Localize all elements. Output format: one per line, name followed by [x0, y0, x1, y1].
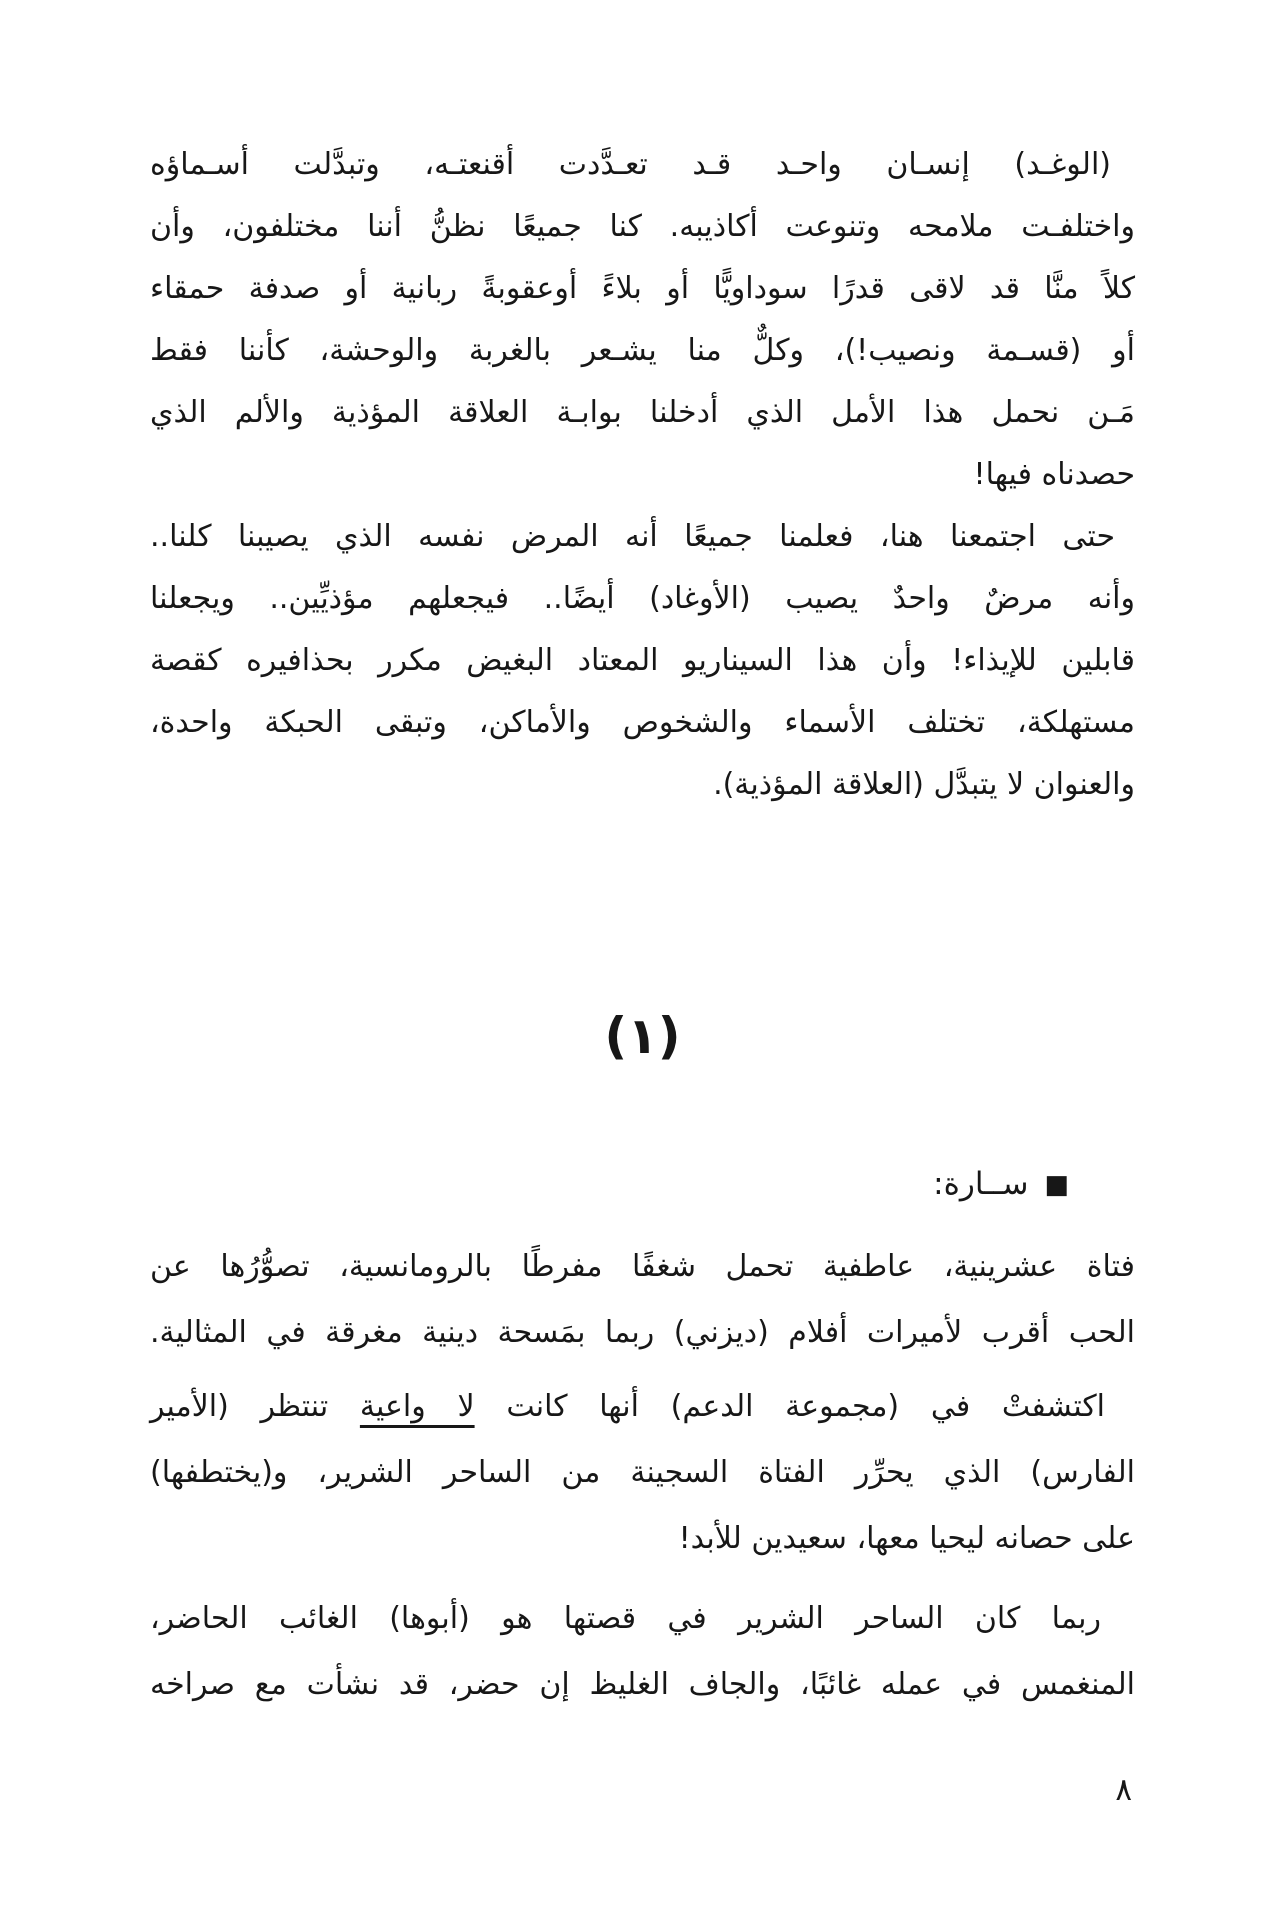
text-line: (الوغـد) إنسـان واحـد قـد تعـدَّدت أقنعتـه، وتبدَّلت أسـماؤه: [150, 147, 1111, 182]
text-line: وأنه مرضٌ واحدٌ يصيب (الأوغاد) أيضًا.. فيجعلهم مؤذيِّين.. ويجعلنا: [150, 581, 1135, 616]
text-line: مستهلكة، تختلف الأسماء والشخوص والأماكن، وتبقى الحبكة واحدة،: [150, 705, 1135, 740]
text-line: فتاة عشرينية، عاطفية تحمل شغفًا مفرطًا بالرومانسية، تصوُّرُها عن: [150, 1249, 1135, 1284]
underlined-phrase: لا واعية: [359, 1389, 475, 1424]
text-line: حصدناه فيها!: [973, 457, 1135, 492]
text-line: واختلفـت ملامحه وتنوعت أكاذيبه. كنا جميعًا نظنُّ أننا مختلفون، وأن: [150, 209, 1135, 244]
paragraph-4: [150, 1374, 1135, 1572]
paragraph-5: [150, 1586, 1135, 1718]
text-line: المنغمس في عمله غائبًا، والجاف الغليظ إن حضر، قد نشأت مع صراخه: [150, 1667, 1135, 1702]
paragraph-2: [150, 506, 1135, 816]
paragraph-1: [150, 134, 1135, 506]
text-line: الحب أقرب لأميرات أفلام (ديزني) ربما بمَسحة دينية مغرقة في المثالية.: [150, 1315, 1135, 1350]
text-line: كلاً منَّا قد لاقى قدرًا سوداويًّا أو بلاءً أوعقوبةً ربانية أو صدفة حمقاء: [150, 271, 1135, 306]
text-line: قابلين للإيذاء! وأن هذا السيناريو المعتاد البغيض مكرر بحذافيره كقصة: [150, 643, 1135, 678]
paragraph-3: [150, 1234, 1135, 1366]
text-line: حتى اجتمعنا هنا، فعلمنا جميعًا أنه المرض نفسه الذي يصيبنا كلنا..: [150, 519, 1115, 554]
text-line: على حصانه ليحيا معها، سعيدين للأبد!: [678, 1521, 1135, 1556]
chapter-number-heading: (١): [604, 1007, 681, 1065]
character-header: [150, 1156, 1135, 1212]
square-bullet-icon: ■: [1044, 1170, 1069, 1200]
text-line: الفارس) الذي يحرِّر الفتاة السجينة من الساحر الشرير، و(يختطفها): [150, 1455, 1135, 1490]
page-number: ٨: [1115, 1772, 1132, 1808]
character-name-label: ســارة:: [933, 1166, 1029, 1202]
text-line: مَـن نحمل هذا الأمل الذي أدخلنا بوابـة العلاقة المؤذية والألم الذي: [150, 395, 1135, 430]
text-line: والعنوان لا يتبدَّل (العلاقة المؤذية).: [713, 767, 1135, 802]
text-line: أو (قسـمة ونصيب!)، وكلٌّ منا يشـعر بالغربة والوحشة، كأننا فقط: [150, 333, 1135, 368]
line-segment: تنتظر (الأمير: [150, 1389, 360, 1424]
line-segment: اكتشفتْ في (مجموعة الدعم) أنها كانت: [474, 1389, 1105, 1424]
text-line: [150, 1374, 1135, 1440]
text-line: ربما كان الساحر الشرير في قصتها هو (أبوها) الغائب الحاضر،: [150, 1601, 1101, 1636]
text-column: [150, 0, 1135, 1718]
